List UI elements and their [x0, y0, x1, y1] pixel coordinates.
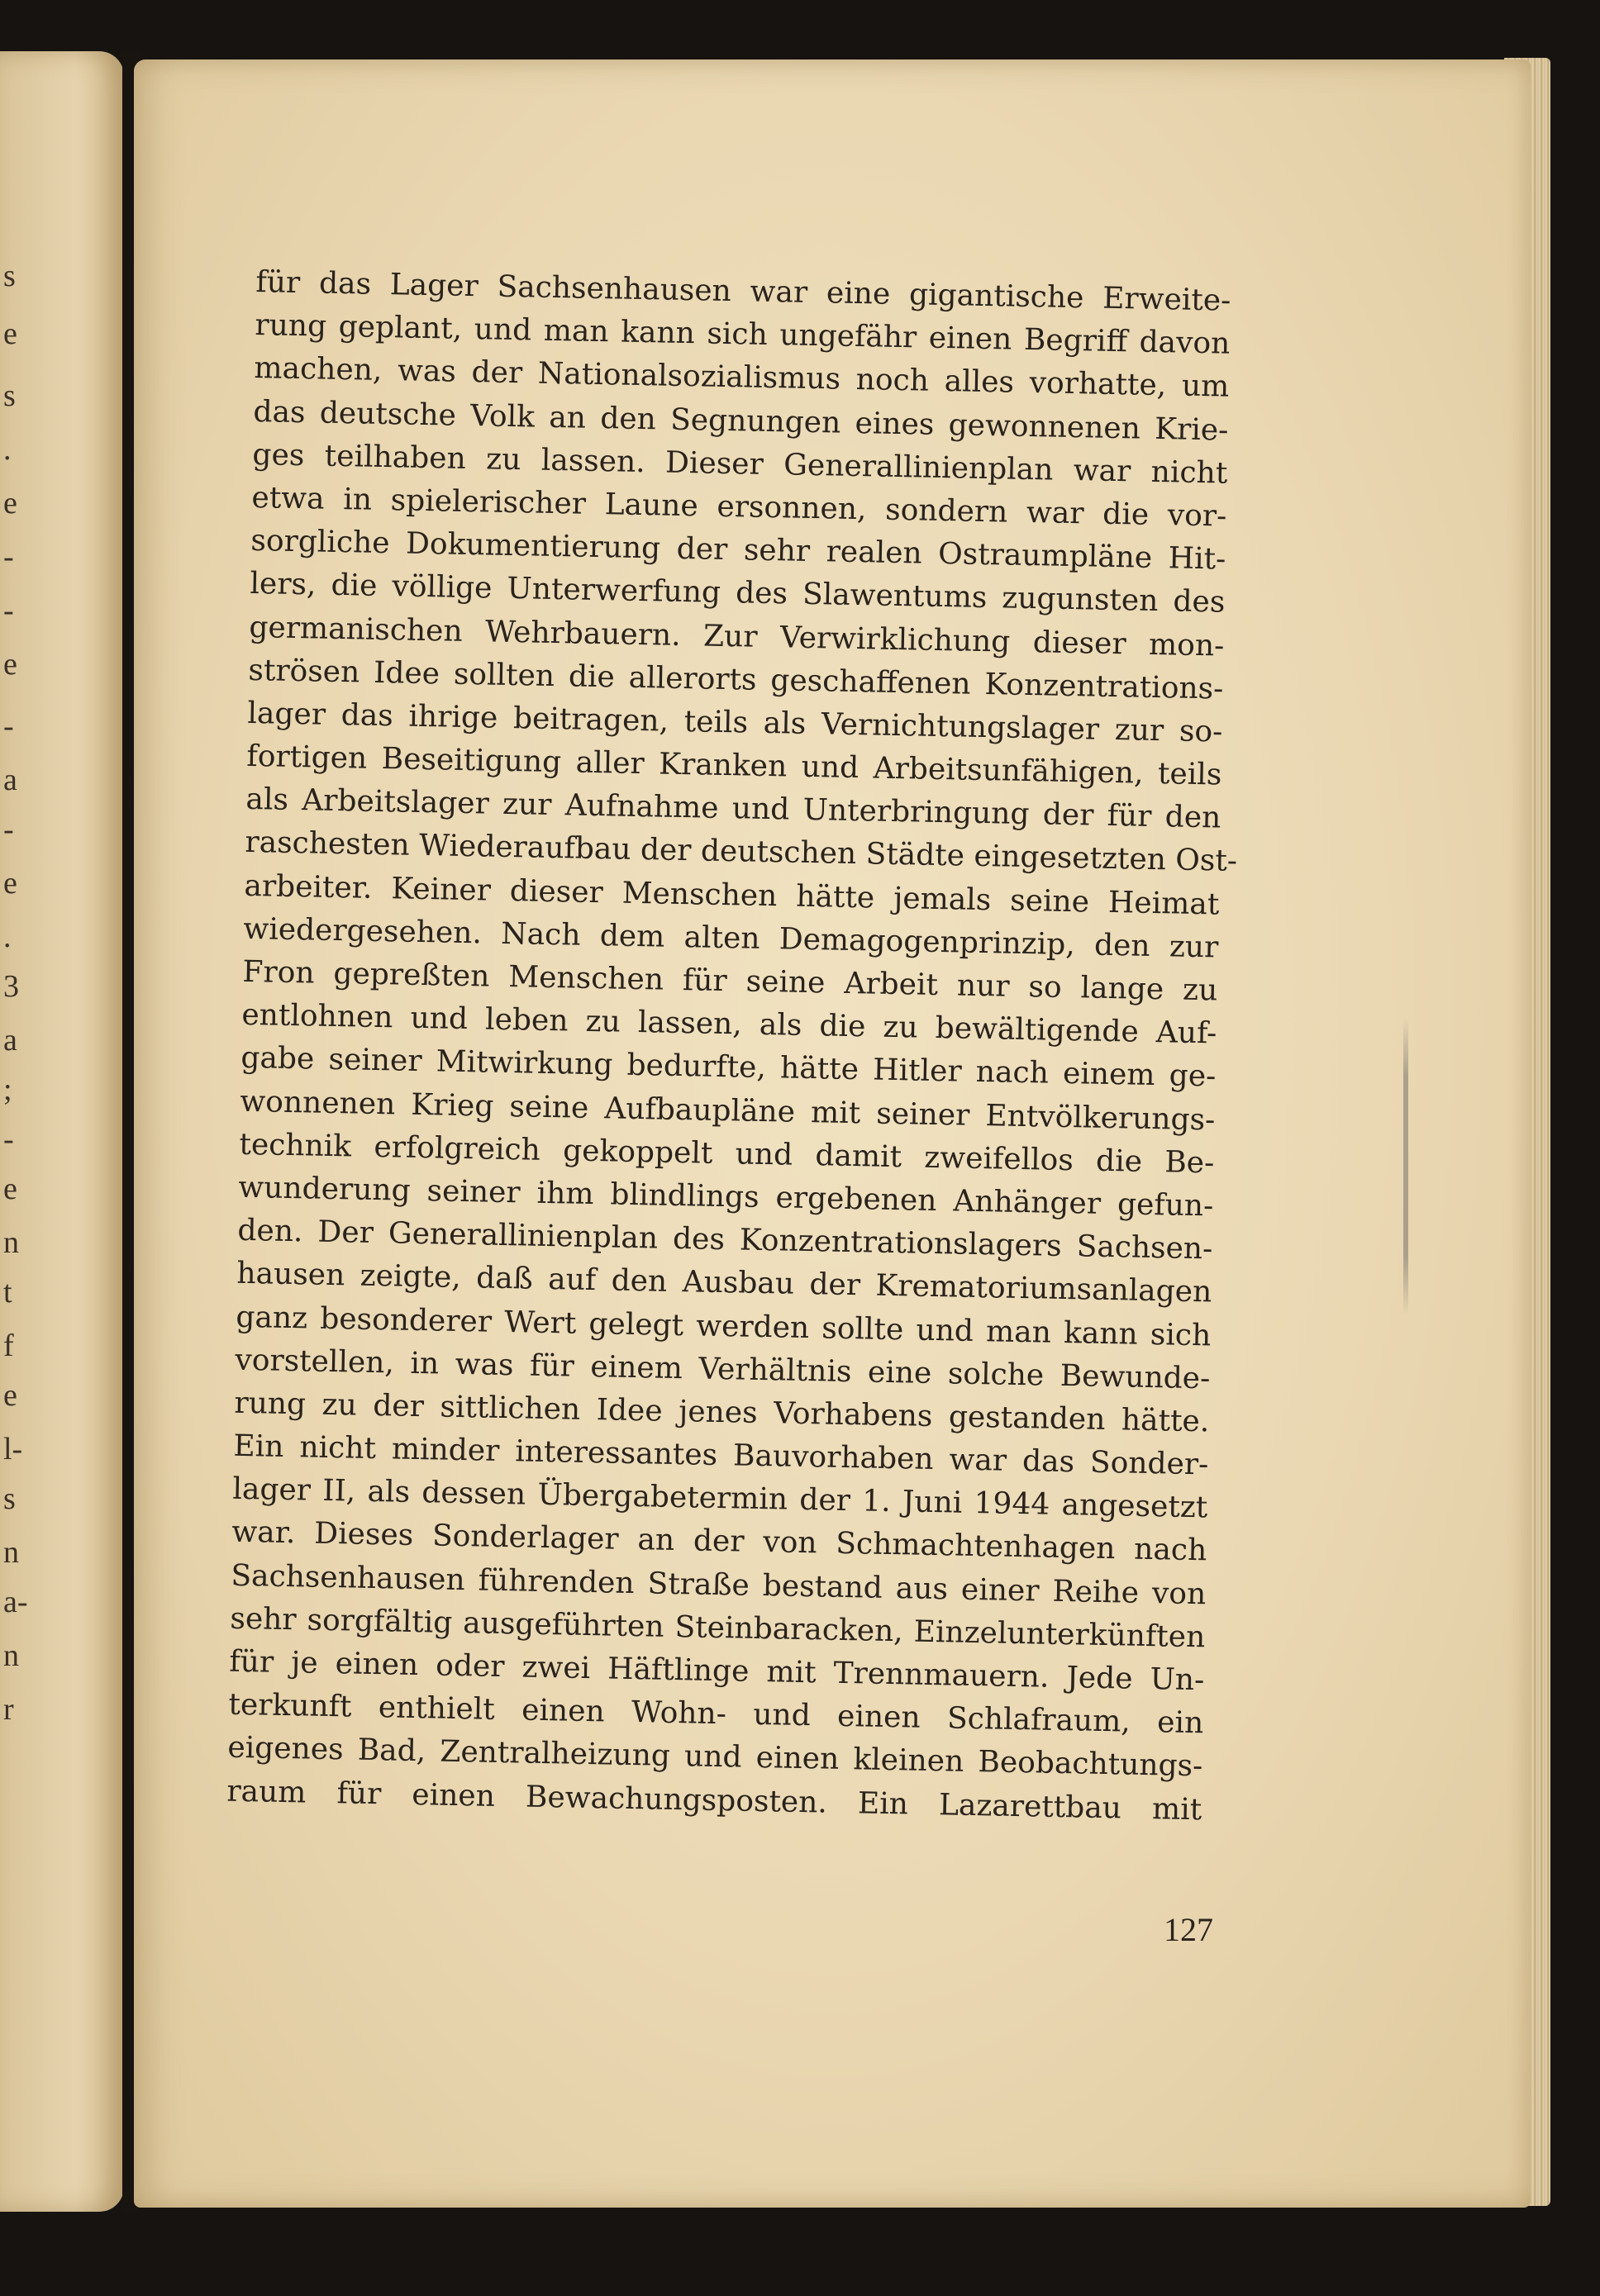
text-line: raschesten Wiederaufbau der deutschen Städte eingesetzten Ost- [245, 825, 1238, 879]
facing-page-fragment: - [3, 593, 14, 628]
facing-page-fragment: n [3, 1535, 19, 1570]
text-line: Sachsenhausen führenden Straße bestand aus einer Reihe von [231, 1558, 1207, 1611]
text-line: das deutsche Volk an den Segnungen eines gewonnenen Krie- [253, 394, 1229, 448]
text-line: für das Lager Sachsenhausen war eine gigantische Erweite- [255, 264, 1231, 318]
facing-page-fragment: n [3, 1225, 19, 1260]
facing-page-fragment: a [3, 1023, 17, 1058]
body-text [226, 261, 1238, 1832]
text-line: sehr sorgfältig ausgeführten Steinbaracken, Einzelunterkünften [230, 1601, 1206, 1655]
text-line: strösen Idee sollten die allerorts geschaffenen Konzentrations- [248, 653, 1224, 706]
facing-page-fragment: f [3, 1329, 14, 1363]
text-line: Fron gepreßten Menschen für seine Arbeit nur so lange zu [242, 954, 1218, 1008]
text-line: ganz besonderer Wert gelegt werden sollte und man kann sich [236, 1300, 1212, 1352]
facing-page-fragment: a- [3, 1585, 28, 1619]
text-line: entlohnen und leben zu lassen, als die zu bewältigende Auf- [241, 998, 1217, 1051]
facing-page-fragment: - [3, 812, 14, 847]
facing-page-fragment: . [3, 920, 12, 954]
facing-page-fragment: s [3, 259, 16, 293]
text-line: eigenes Bad, Zentralheizung und einen kleinen Beobachtungs- [227, 1731, 1203, 1784]
facing-page-fragment: n [3, 1638, 19, 1673]
text-line: ges teilhaben zu lassen. Dieser Generallinienplan war nicht [252, 437, 1228, 491]
text-line: wiedergesehen. Nach dem alten Demagogenprinzip, den zur [243, 911, 1219, 965]
text-line: für je einen oder zwei Häftlinge mit Trennmauern. Jede Un- [229, 1644, 1205, 1698]
facing-page-fragment: a [3, 763, 17, 797]
text-line: etwa in spielerischer Laune ersonnen, sondern war die vor- [251, 480, 1227, 534]
text-line: lers, die völlige Unterwerfung des Slawentums zugunsten des [250, 567, 1226, 620]
facing-page-fragment: e [3, 866, 17, 901]
text-line: als Arbeitslager zur Aufnahme und Unterbringung der für den [245, 782, 1221, 835]
text-line: hausen zeigte, daß auf den Ausbau der Krematoriumsanlagen [236, 1257, 1212, 1310]
text-line: gabe seiner Mitwirkung bedurfte, hätte Hitler nach einem ge- [240, 1041, 1217, 1094]
text-line: germanischen Wehrbauern. Zur Verwirklichung dieser mon- [249, 610, 1225, 663]
facing-page-fragment: s [3, 1481, 16, 1516]
facing-page-fragment: s [3, 378, 16, 413]
text-line: wonnenen Krieg seine Aufbaupläne mit seiner Entvölkerungs- [240, 1084, 1216, 1138]
text-line: wunderung seiner ihm blindlings ergebenen Anhänger gefun- [238, 1170, 1214, 1224]
text-line: lager das ihrige beitragen, teils als Vernichtungslager zur so- [247, 696, 1223, 749]
facing-page [0, 51, 124, 2212]
facing-page-fragment: t [3, 1275, 12, 1310]
text-line: vorstellen, in was für einem Verhältnis eine solche Bewunde- [235, 1343, 1211, 1396]
facing-page-fragment: e [3, 316, 17, 351]
facing-page-fragment: 3 [3, 969, 19, 1004]
text-line: lager II, als dessen Übergabetermin der 1. Juni 1944 angesetzt [232, 1471, 1208, 1525]
facing-page-fragment: r [3, 1692, 14, 1727]
text-line: arbeiter. Keiner dieser Menschen hätte jemals seine Heimat [244, 868, 1220, 922]
facing-page-fragment: - [3, 1122, 14, 1157]
text-line: fortigen Beseitigung aller Kranken und Arbeitsunfähigen, teils [246, 739, 1222, 792]
margin-pencil-mark [1403, 1018, 1408, 1315]
facing-page-fragment: l- [3, 1432, 23, 1466]
text-line: rung zu der sittlichen Idee jenes Vorhabens gestanden hätte. [234, 1386, 1210, 1439]
text-line: Ein nicht minder interessantes Bauvorhaben war das Sonder- [233, 1428, 1209, 1482]
text-line: sorgliche Dokumentierung der sehr realen Ostraumpläne Hit- [250, 524, 1226, 577]
page-number: 127 [1164, 1911, 1213, 1948]
text-line: technik erfolgreich gekoppelt und damit zweifellos die Be- [239, 1127, 1215, 1181]
facing-page-fragment: e [3, 1378, 17, 1413]
facing-page-fragment: e [3, 486, 17, 521]
text-line: terkunft enthielt einen Wohn- und einen Schlafraum, ein [228, 1687, 1204, 1741]
text-line: machen, was der Nationalsozialismus noch alles vorhatte, um [254, 351, 1230, 405]
facing-page-fragment: e [3, 1172, 17, 1206]
text-line: den. Der Generallinienplan des Konzentrationslagers Sachsen- [237, 1213, 1213, 1267]
text-line: war. Dieses Sonderlager an der von Schmachtenhagen nach [231, 1515, 1207, 1568]
facing-page-fragment: e [3, 647, 17, 682]
facing-page-fragment: - [3, 540, 14, 574]
text-line: rung geplant, und man kann sich ungefähr einen Begriff davon [255, 308, 1231, 361]
facing-page-fragment: . [3, 432, 12, 467]
facing-page-fragment: - [3, 709, 14, 744]
text-line: raum für einen Bewachungsposten. Ein Lazarettbau mit [226, 1774, 1202, 1827]
facing-page-fragment: ; [3, 1072, 12, 1107]
